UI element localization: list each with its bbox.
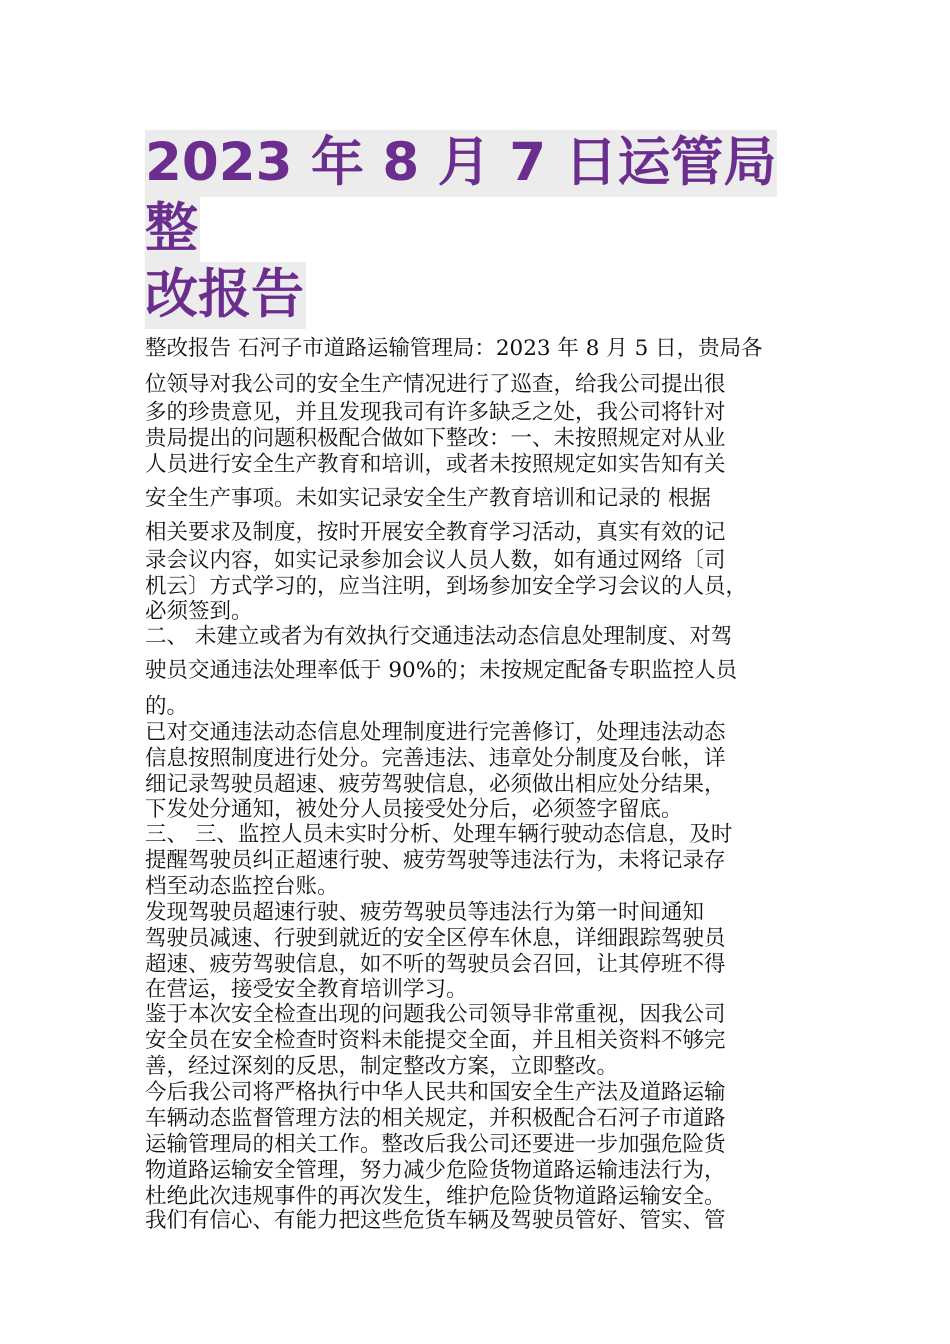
body-line: 我们有信心、有能力把这些危货车辆及驾驶员管好、管实、管 [145,1208,726,1233]
body-line: 档至动态监控台账。 [145,874,339,899]
body-line: 驶员交通违法处理率低于 90%的；未按规定配备专职监控人员 [145,658,738,683]
body-line: 二、 未建立或者为有效执行交通违法动态信息处理制度、对驾 [145,624,733,649]
body-line: 在营运，接受安全教育培训学习。 [145,977,468,1002]
body-line: 安全生产事项。未如实记录安全生产教育培训和记录的 根据 [145,486,711,511]
body-line: 人员进行安全生产教育和培训，或者未按照规定如实告知有关 [145,452,726,477]
body-line: 运输管理局的相关工作。整改后我公司还要进一步加强危险货 [145,1132,726,1157]
body-line: 今后我公司将严格执行中华人民共和国安全生产法及道路运输 [145,1080,726,1105]
body-line: 贵局提出的问题积极配合做如下整改：一、未按照规定对从业 [145,426,726,451]
body-line: 必须签到。 [145,599,253,624]
title-line-2: 改报告 [145,262,306,329]
body-line: 安全员在安全检查时资料未能提交全面，并且相关资料不够完 [145,1028,726,1053]
body-line: 车辆动态监督管理方法的相关规定，并积极配合石河子市道路 [145,1106,726,1131]
body-line: 鉴于本次安全检查出现的问题我公司领导非常重视，因我公司 [145,1002,726,1027]
body-line: 细记录驾驶员超速、疲劳驾驶信息，必须做出相应处分结果， [145,772,726,797]
body-line: 已对交通违法动态信息处理制度进行完善修订，处理违法动态 [145,720,726,745]
body-line: 三、 三、监控人员未实时分析、处理车辆行驶动态信息，及时 [145,822,733,847]
body-line: 驾驶员减速、行驶到就近的安全区停车休息，详细跟踪驾驶员 [145,926,726,951]
body-line: 机云〕方式学习的，应当注明，到场参加安全学习会议的人员， [145,574,748,599]
body-line: 杜绝此次违规事件的再次发生，维护危险货物道路运输安全。 [145,1184,726,1209]
document-title [145,130,825,328]
body-line: 提醒驾驶员纠正超速行驶、疲劳驾驶等违法行为，未将记录存 [145,848,726,873]
body-line: 相关要求及制度，按时开展安全教育学习活动，真实有效的记 [145,520,726,545]
body-line: 发现驾驶员超速行驶、疲劳驾驶员等违法行为第一时间通知 [145,900,705,925]
title-line-1: 2023 年 8 月 7 日运管局整 [145,130,777,263]
body-line: 善，经过深刻的反思，制定整改方案，立即整改。 [145,1054,619,1079]
body-line: 位领导对我公司的安全生产情况进行了巡查，给我公司提出很 [145,372,726,397]
body-line: 下发处分通知，被处分人员接受处分后，必须签字留底。 [145,797,683,822]
body-line: 超速、疲劳驾驶信息，如不听的驾驶员会召回，让其停班不得 [145,952,726,977]
body-line: 物道路运输安全管理，努力减少危险货物道路运输违法行为， [145,1158,726,1183]
body-line: 的。 [145,694,189,719]
body-line: 整改报告 石河子市道路运输管理局：2023 年 8 月 5 日，贵局各 [145,336,763,361]
body-line: 录会议内容，如实记录参加会议人员人数，如有通过网络〔司 [145,548,726,573]
body-line: 信息按照制度进行处分。完善违法、违章处分制度及台帐，详 [145,746,726,771]
body-line: 多的珍贵意见，并且发现我司有许多缺乏之处，我公司将针对 [145,400,726,425]
